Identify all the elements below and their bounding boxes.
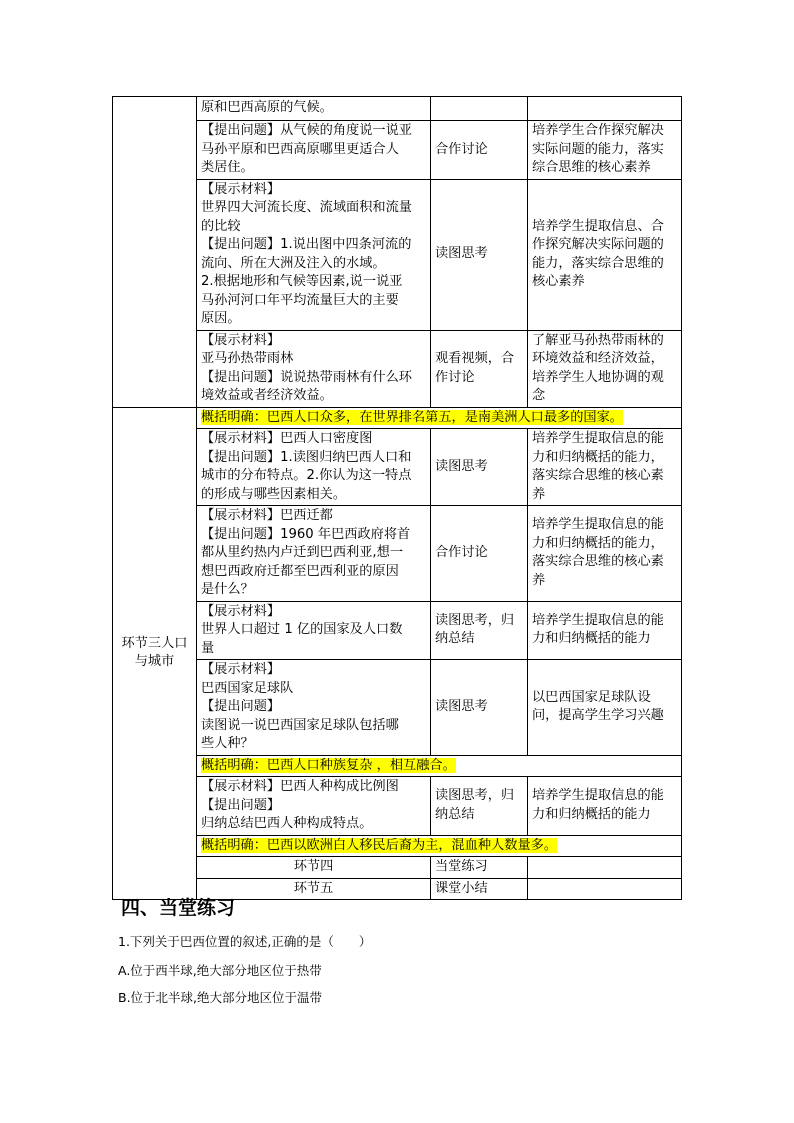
summary-highlight: 概括明确：巴西以欧洲白人移民后裔为主，混血种人数量多。 bbox=[201, 837, 558, 853]
intent-cell bbox=[528, 97, 682, 121]
summary-highlight: 概括明确：巴西人口众多，在世界排名第五，是南美洲人口最多的国家。 bbox=[201, 409, 623, 425]
method-cell bbox=[431, 97, 528, 121]
table-row bbox=[113, 835, 682, 857]
method-cell: 合作讨论 bbox=[431, 121, 528, 180]
table-row bbox=[113, 857, 682, 879]
table-row bbox=[113, 755, 682, 777]
method-cell: 合作讨论 bbox=[431, 506, 528, 602]
table-row bbox=[113, 97, 682, 121]
method-cell bbox=[528, 878, 682, 900]
table-row bbox=[113, 121, 682, 180]
activity-cell: 原和巴西高原的气候。 bbox=[197, 97, 431, 121]
activity-cell: 【展示材料】巴西迁都 【提出问题】1960 年巴西政府将首 都从里约热内卢迁到巴西利亚,想一 想巴西政府迁都至巴西利亚的原因 是什么？ bbox=[197, 506, 431, 602]
intent-cell: 培养学生提取信息的能力和归纳概括的能力，落实综合思维的核心素养 bbox=[528, 506, 682, 602]
table-row bbox=[113, 660, 682, 756]
table-row bbox=[113, 330, 682, 407]
option-a: A.位于西半球,绝大部分地区位于热带 bbox=[118, 963, 322, 978]
question-stem: 1.下列关于巴西位置的叙述,正确的是（ ） bbox=[118, 934, 372, 949]
intent-cell: 培养学生提取信息的能力和归纳概括的能力，落实综合思维的核心素养 bbox=[528, 429, 682, 506]
intent-cell: 培养学生提取信息、合作探究解决实际问题的能力，落实综合思维的核心素养 bbox=[528, 179, 682, 330]
activity-cell: 【展示材料】 世界人口超过 1 亿的国家及人口数 量 bbox=[197, 601, 431, 660]
activity-cell: 【展示材料】 世界四大河流长度、流域面积和流量 的比较 【提出问题】1.说出图中四条河流的 流向、所在大洲及注入的水域。 2.根据地形和气候等因素,说一说亚 马孙河河口年平均流量巨大的主要 原因。 bbox=[197, 179, 431, 330]
activity-cell: 当堂练习 bbox=[431, 857, 528, 879]
table-row bbox=[113, 601, 682, 660]
activity-cell: 课堂小结 bbox=[431, 878, 528, 900]
method-cell: 观看视频，合作讨论 bbox=[431, 330, 528, 407]
activity-cell: 【展示材料】 亚马孙热带雨林 【提出问题】说说热带雨林有什么环 境效益或者经济效益。 bbox=[197, 330, 431, 407]
activity-cell: 【展示材料】 巴西国家足球队 【提出问题】 读图说一说巴西国家足球队包括哪 些人种？ bbox=[197, 660, 431, 756]
activity-cell: 【提出问题】从气候的角度说一说亚 马孙平原和巴西高原哪里更适合人 类居住。 bbox=[197, 121, 431, 180]
option-b: B.位于北半球,绝大部分地区位于温带 bbox=[118, 990, 323, 1005]
method-cell bbox=[528, 857, 682, 879]
intent-cell: 了解亚马孙热带雨林的环境效益和经济效益，培养学生人地协调的观念 bbox=[528, 330, 682, 407]
method-cell: 读图思考，归纳总结 bbox=[431, 601, 528, 660]
intent-cell: 培养学生提取信息的能力和归纳概括的能力 bbox=[528, 777, 682, 836]
section-title: 四、当堂练习 bbox=[121, 897, 236, 919]
method-cell: 读图思考 bbox=[431, 179, 528, 330]
lesson-plan-table bbox=[112, 96, 682, 900]
stage-cell-5: 环节五 bbox=[197, 878, 431, 900]
summary-cell bbox=[197, 755, 682, 777]
activity-cell: 【展示材料】巴西人种构成比例图 【提出问题】 归纳总结巴西人种构成特点。 bbox=[197, 777, 431, 836]
table-row bbox=[113, 777, 682, 836]
summary-cell bbox=[197, 835, 682, 857]
intent-cell: 培养学生提取信息的能力和归纳概括的能力 bbox=[528, 601, 682, 660]
intent-cell: 培养学生合作探究解决实际问题的能力，落实综合思维的核心素养 bbox=[528, 121, 682, 180]
method-cell: 读图思考，归纳总结 bbox=[431, 777, 528, 836]
summary-cell bbox=[197, 407, 682, 429]
table-row bbox=[113, 429, 682, 506]
stage-cell-continued bbox=[113, 97, 197, 408]
stage-cell-4: 环节四 bbox=[197, 857, 431, 879]
table-row bbox=[113, 407, 682, 429]
summary-highlight: 概括明确：巴西人口种族复杂 ，相互融合。 bbox=[201, 757, 456, 773]
intent-cell: 以巴西国家足球队设问，提高学生学习兴趣 bbox=[528, 660, 682, 756]
table-row bbox=[113, 179, 682, 330]
activity-cell: 【展示材料】巴西人口密度图 【提出问题】1.读图归纳巴西人口和 城市的分布特点。2.你认为这一特点 的形成与哪些因素相关。 bbox=[197, 429, 431, 506]
stage-cell-3: 环节三人口与城市 bbox=[113, 407, 197, 900]
method-cell: 读图思考 bbox=[431, 660, 528, 756]
method-cell: 读图思考 bbox=[431, 429, 528, 506]
table-row bbox=[113, 506, 682, 602]
